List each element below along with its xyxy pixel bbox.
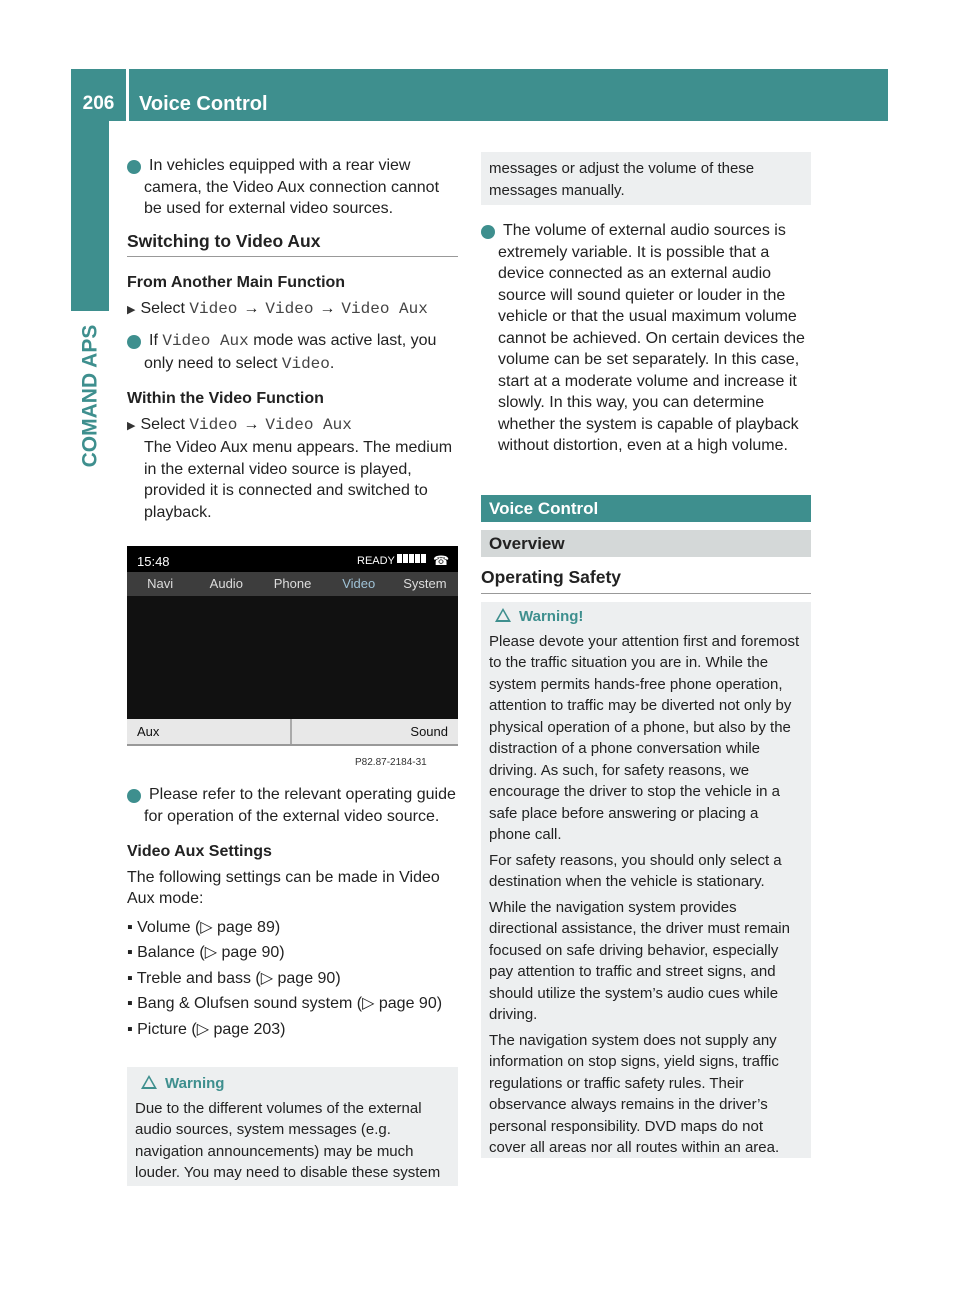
sidebar-label: COMAND APS — [78, 324, 102, 468]
warning-text: messages or adjust the volume of these messages manually. — [489, 160, 755, 199]
warning-paragraph: For safety reasons, you should only select a destination when the vehicle is stationary. — [489, 851, 782, 890]
page-title: Voice Control — [139, 93, 268, 115]
signal-icon — [397, 554, 427, 563]
warning-heading: Warning — [135, 1073, 450, 1095]
tab-audio: Audio — [209, 576, 243, 591]
screen-status-bar — [127, 546, 458, 572]
step-select-video-aux-2: ▶ Select Video → Video Aux — [127, 415, 352, 434]
step-arrow-icon: ▶ — [127, 303, 136, 316]
screen-aux-label: Aux — [127, 719, 292, 744]
warning-paragraph: Please devote your attention first and foremost to the traffic situation you are in. While the system permits hands-free phone operation, attention to traffic may be diverted not only by physical operation of a phone, but also by the distraction of a phone conversation while driving. As such, for safety reasons, we encourage the driver to stop the vehicle in a safe place before answering or placing a phone call. — [489, 632, 800, 843]
note-rear-camera: i In vehicles equipped with a rear view camera, the Video Aux connection cannot be used for external video sources. — [123, 157, 440, 217]
note-operating-guide: i Please refer to the relevant operating guide for operation of the external video source. — [123, 786, 456, 825]
subheading: Video Aux Settings — [127, 843, 272, 860]
warning-icon — [141, 1075, 157, 1089]
page-number: 206 — [82, 93, 115, 114]
tab-video: Video — [342, 576, 376, 591]
info-icon: i — [127, 789, 141, 803]
step-description: The Video Aux menu appears. The medium in the external video source is played, provided it is connected and switched to playback. — [144, 439, 453, 521]
left-column — [123, 155, 458, 523]
phone-icon: ☎ — [433, 553, 450, 568]
section-bar-voice-control: Voice Control — [481, 495, 811, 522]
operating-safety-heading-wrap — [481, 567, 811, 594]
list-item: ▪ Treble and bass (▷ page 90) — [127, 969, 341, 987]
comand-screen-image — [127, 546, 458, 746]
warning-icon — [495, 608, 511, 622]
info-icon: i — [127, 160, 141, 174]
screen-status: READY — [357, 555, 395, 567]
note-volume: i The volume of external audio sources is extremely variable. It is possible that a device connected as an external audio source will sound quieter or louder in the vehicle or that the usual maximum volume cannot be achieved. On certain devices the volume can be set separately. In this case, start at a moderate volume and increase it slowly. In this way, you can determine whether the system is capable of playback without distortion, even at a high volume. — [477, 222, 805, 454]
section-heading: Operating Safety — [481, 567, 811, 594]
screen-time: 15:48 — [137, 554, 170, 569]
warning-box — [127, 1067, 458, 1186]
warning-text: Due to the different volumes of the external audio sources, system messages (e.g. navigation announcements) may be much louder. You may need to disable these system — [135, 1099, 441, 1181]
screen-tabs — [127, 572, 458, 596]
left-column-lower — [123, 784, 458, 1040]
warning-box-safety — [481, 602, 811, 1158]
info-icon: i — [127, 335, 141, 349]
warning-paragraph: The navigation system does not supply any information on stop signs, yield signs, traffic regulations or traffic safety rules. Their observance always remains in the driver’s personal responsibility. DVD maps do not cover all areas nor all routes within an area. — [489, 1031, 780, 1156]
section-bar-overview: Overview — [481, 530, 811, 557]
warning-paragraph: While the navigation system provides directional assistance, the driver must remain focused on safe driving behavior, especially pay attention to traffic and street signs, and should utilize the system’s audio cues while driving. — [489, 898, 790, 1023]
step-select-video-aux: ▶ Select Video → Video → Video Aux — [127, 299, 428, 318]
image-caption: P82.87-2184-31 — [355, 757, 427, 768]
note-last-mode: i If Video Aux mode was active last, you only need to select Video. — [123, 332, 437, 373]
right-column — [477, 220, 811, 457]
tab-navi: Navi — [147, 576, 174, 591]
screen-sound-label: Sound — [410, 724, 448, 739]
header-divider — [126, 69, 129, 121]
settings-intro: The following settings can be made in Video Aux mode: — [127, 868, 440, 907]
info-icon: i — [481, 225, 495, 239]
subheading: From Another Main Function — [127, 274, 346, 291]
page-header — [71, 69, 888, 121]
subheading: Within the Video Function — [127, 390, 324, 407]
screen-bottom-bar — [127, 719, 458, 744]
sidebar-tab — [71, 121, 109, 311]
tab-system: System — [403, 576, 447, 591]
list-item: ▪ Volume (▷ page 89) — [127, 918, 281, 936]
section-heading: Switching to Video Aux — [127, 231, 458, 258]
list-item: ▪ Balance (▷ page 90) — [127, 944, 285, 961]
warning-heading: Warning! — [489, 606, 803, 628]
tab-phone: Phone — [273, 576, 312, 591]
list-item: ▪ Picture (▷ page 203) — [127, 1020, 286, 1038]
warning-box-continued — [481, 152, 811, 205]
list-item: ▪ Bang & Olufsen sound system (▷ page 90) — [127, 995, 443, 1012]
step-arrow-icon: ▶ — [127, 419, 136, 432]
screen-bottom-line — [127, 744, 458, 746]
